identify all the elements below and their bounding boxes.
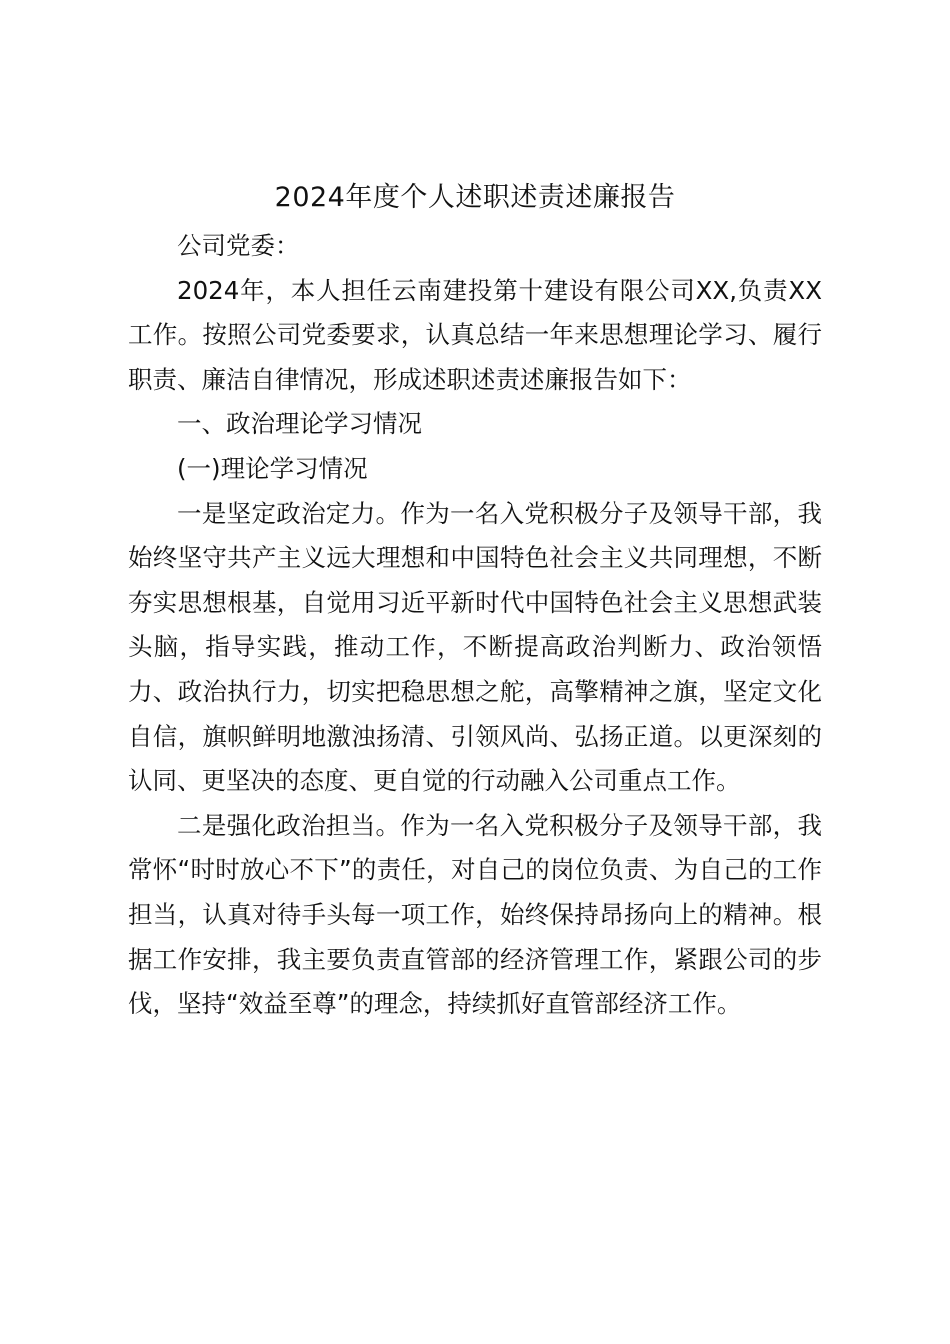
document-body	[128, 224, 822, 1027]
intro-paragraph: 2024年，本人担任云南建投第十建设有限公司XX,负责XX工作。按照公司党委要求，认真总结一年来思想理论学习、履行职责、廉洁自律情况，形成述职述责述廉报告如下：	[128, 275, 822, 394]
subsection-heading-1: (一)理论学习情况	[177, 453, 368, 483]
document-title: 2024年度个人述职述责述廉报告	[274, 182, 676, 213]
section-heading-1: 一、政治理论学习情况	[177, 409, 422, 439]
salutation: 公司党委：	[177, 231, 300, 260]
point-paragraph-2: 二是强化政治担当。作为一名入党积极分子及领导干部，我常怀“时时放心不下”的责任，对自己的岗位负责、为自己的工作担当，认真对待手头每一项工作，始终保持昂扬向上的精神。根据工作安排，我主要负责直管部的经济管理工作，紧跟公司的步伐，坚持“效益至尊”的理念，持续抓好直管部经济工作。	[128, 810, 822, 1019]
point-paragraph-1: 一是坚定政治定力。作为一名入党积极分子及领导干部，我始终坚守共产主义远大理想和中国特色社会主义共同理想，不断夯实思想根基，自觉用习近平新时代中国特色社会主义思想武装头脑，指导实践，推动工作，不断提高政治判断力、政治领悟力、政治执行力，切实把稳思想之舵，高擎精神之旗，坚定文化自信，旗帜鲜明地激浊扬清、引领风尚、弘扬正道。以更深刻的认同、更坚决的态度、更自觉的行动融入公司重点工作。	[128, 498, 822, 796]
